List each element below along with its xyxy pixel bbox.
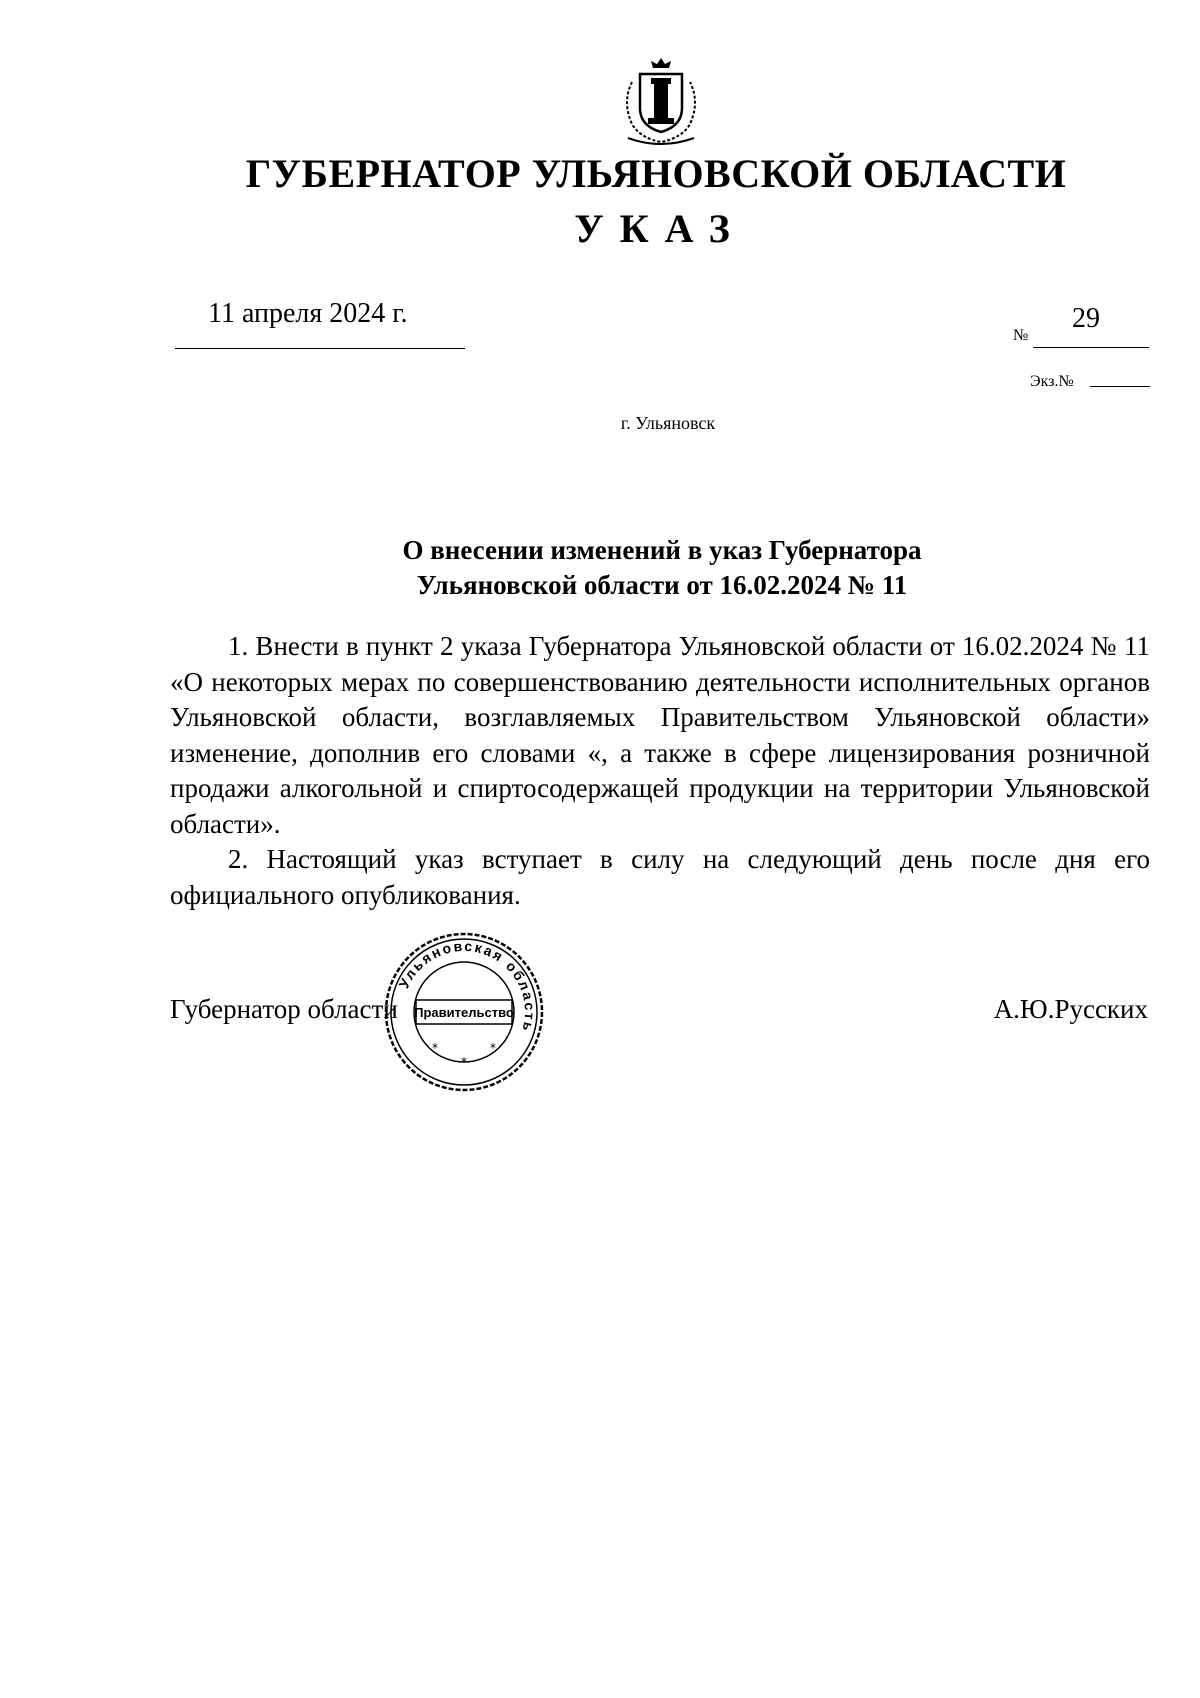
signatory-role: Губернатор области xyxy=(170,994,398,1024)
coat-of-arms-icon xyxy=(618,52,704,148)
stamp-ring-text: Ульяновская область xyxy=(395,937,539,1035)
official-seal-icon xyxy=(382,930,546,1094)
body-paragraph-2: 2. Настоящий указ вступает в силу на следующий день после дня его официального опубликования. xyxy=(170,844,1150,910)
title-line-2: Ульяновской области от 16.02.2024 № 11 xyxy=(416,570,908,600)
issuing-authority: ГУБЕРНАТОР УЛЬЯНОВСКОЙ ОБЛАСТИ xyxy=(245,151,1067,196)
document-number: 29 xyxy=(1072,303,1100,334)
body-paragraph-1: 1. Внести в пункт 2 указа Губернатора Ульяновской области от 16.02.2024 № 11 «О некоторых мерах по совершенствованию деятельности исполнительных органов Ульяновской области, возглавляемых Правительством Ульяновской области» изменение, дополнив его словами «, а также в сфере лицензирования розничной продажи алкогольной и спиртосодержащей продукции на территории Ульяновской области». xyxy=(170,631,1150,839)
signatory-name: А.Ю.Русских xyxy=(993,994,1148,1024)
svg-text:*: * xyxy=(461,1055,467,1069)
copy-number-label: Экз.№ xyxy=(1030,373,1074,390)
svg-text:*: * xyxy=(432,1041,438,1055)
document-body xyxy=(170,629,1150,913)
title-line-1: О внесении изменений в указ Губернатора xyxy=(402,535,922,565)
date-underline xyxy=(175,348,465,349)
number-underline xyxy=(1033,347,1149,348)
svg-text:*: * xyxy=(490,1041,496,1055)
issue-city: г. Ульяновск xyxy=(620,413,716,433)
document-type: УКАЗ xyxy=(574,206,746,251)
document-date: 11 апреля 2024 г. xyxy=(208,298,408,329)
document-title xyxy=(62,533,1200,603)
stamp-center-text: Правительство xyxy=(414,1005,514,1020)
number-label: № xyxy=(1013,327,1029,344)
copy-number-underline xyxy=(1090,386,1150,387)
